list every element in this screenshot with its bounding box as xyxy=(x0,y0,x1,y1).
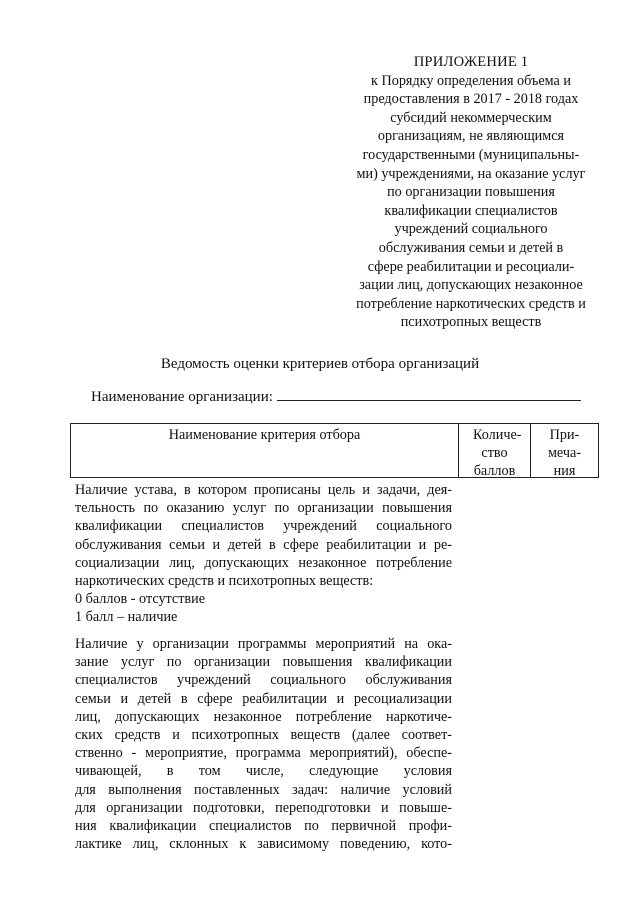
notes-header-line: При- xyxy=(549,427,580,443)
appendix-line: организациям, не являющимся xyxy=(377,128,565,145)
organization-name-blank xyxy=(277,386,581,401)
criterion-score-option: 0 баллов - отсутствие xyxy=(75,591,205,608)
notes-header-line: меча- xyxy=(547,445,582,461)
criterion-line: обслуживания семьи и детей в сфере реабилитации и ре- xyxy=(75,536,452,553)
notes-header xyxy=(531,424,598,480)
appendix-line: предоставления в 2017 - 2018 годах xyxy=(363,91,579,108)
criterion-2 xyxy=(75,635,452,853)
points-column xyxy=(458,424,530,477)
points-header-line: ство xyxy=(481,445,508,461)
appendix-line: государственными (муниципальны- xyxy=(362,146,580,163)
criterion-line: специалистов учреждений социального обслуживания xyxy=(75,672,452,689)
appendix-line: обслуживания семьи и детей в xyxy=(378,239,564,256)
appendix-block xyxy=(340,53,602,332)
criterion-name-column xyxy=(71,424,458,477)
appendix-line: учреждений социального xyxy=(394,221,548,238)
appendix-line: психотропных веществ xyxy=(400,314,542,331)
appendix-line: ми) учреждениями, на оказание услуг xyxy=(356,165,586,182)
criterion-line: для организации подготовки, переподготовки и повыше- xyxy=(75,799,452,816)
criterion-line: лиц, допускающих незаконное потребление наркотиче- xyxy=(75,708,452,725)
appendix-line: субсидий некоммерческим xyxy=(390,109,552,126)
appendix-line: зации лиц, допускающих незаконное xyxy=(359,277,583,294)
criterion-line: лактике лиц, склонных к зависимому поведению, кото- xyxy=(75,836,452,853)
criterion-line: квалификации специалистов учреждений социального xyxy=(75,518,452,535)
appendix-title: ПРИЛОЖЕНИЕ 1 xyxy=(413,54,529,70)
criterion-line: зание услуг по организации повышения квалификации xyxy=(75,654,452,671)
criteria-table-header xyxy=(70,423,599,478)
appendix-line: потребление наркотических средств и xyxy=(356,295,586,312)
points-header-line: Количе- xyxy=(473,427,522,443)
criterion-score-option: 1 балл – наличие xyxy=(75,609,178,626)
criterion-line: семьи и детей в сфере реабилитации и ресоциализации xyxy=(75,690,452,707)
criterion-line: для выполнения поставленных задач: наличие условий xyxy=(75,781,452,798)
criterion-line: Наличие устава, в котором прописаны цель и задачи, дея- xyxy=(75,482,452,498)
appendix-line: сфере реабилитации и ресоциали- xyxy=(367,258,575,275)
appendix-line: квалификации специалистов xyxy=(384,202,558,219)
notes-column xyxy=(530,424,598,477)
criterion-line: ских средств и психотропных веществ (далее соответ- xyxy=(75,727,452,744)
criterion-line: чивающей, в том числе, следующие условия xyxy=(75,763,452,780)
criterion-line: наркотических средств и психотропных веществ: xyxy=(75,573,374,590)
criterion-line: Наличие у организации программы мероприятий на ока- xyxy=(75,636,452,652)
criterion-line: тельность по оказанию услуг по организации повышения xyxy=(75,500,452,517)
points-header-line: баллов xyxy=(473,463,516,479)
organization-name-row xyxy=(91,386,581,406)
points-header xyxy=(459,424,530,480)
criterion-line: ния квалификации специалистов по первичной профи- xyxy=(75,818,452,835)
document-title: Ведомость оценки критериев отбора организаций xyxy=(160,356,480,372)
organization-name-label: Наименование организации: xyxy=(91,389,273,405)
appendix-line: к Порядку определения объема и xyxy=(371,72,571,89)
criterion-1 xyxy=(75,481,452,627)
notes-header-line: ния xyxy=(553,463,576,479)
criterion-line: социализации лиц, допускающих незаконное потребление xyxy=(75,554,452,571)
criterion-line: ственно - мероприятие, программа мероприятий), обеспе- xyxy=(75,745,452,762)
appendix-line: по организации повышения xyxy=(387,184,555,201)
criterion-name-header: Наименование критерия отбора xyxy=(168,427,361,443)
